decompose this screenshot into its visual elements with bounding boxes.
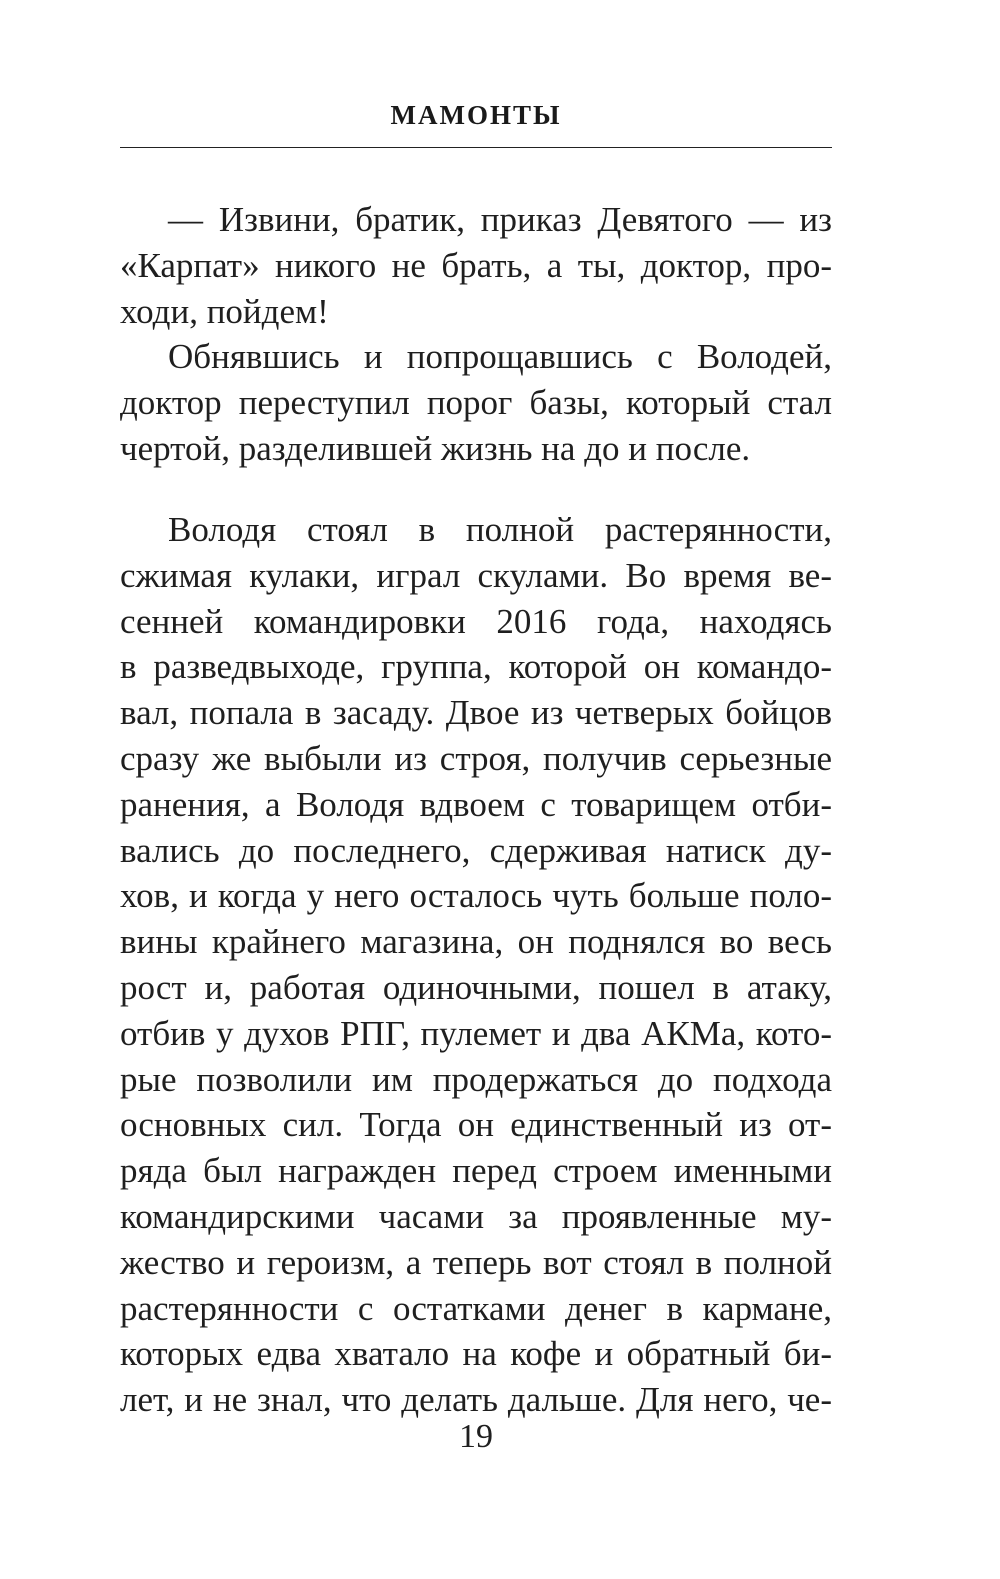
paragraph-3-line-6: сразу же выбыли из строя, получив серьезные <box>120 738 832 778</box>
paragraph-3-line-4: в разведвыходе, группа, которой он командо- <box>120 647 832 687</box>
paragraph-3-line-13: рые позволили им продержаться до подхода <box>120 1059 832 1099</box>
paragraph-3-line-19: которых едва хватало на кофе и обратный би- <box>120 1334 832 1374</box>
paragraph-3-line-3: сенней командировки 2016 года, находясь <box>120 601 832 641</box>
paragraph-3-line-5: вал, попала в засаду. Двое из четверых бойцов <box>120 693 832 733</box>
paragraph-3-line-1: Володя стоял в полной растерянности, <box>168 510 832 549</box>
text-block-top <box>120 197 832 472</box>
paragraph-3-line-14: основных сил. Тогда он единственный из от- <box>120 1105 832 1145</box>
paragraph-1-line-3: ходи, пойдем! <box>120 291 329 331</box>
paragraph-3-line-2: сжимая кулаки, играл скулами. Во время ве- <box>120 555 832 595</box>
paragraph-2-line-3: чертой, разделившей жизнь на до и после. <box>120 428 751 468</box>
paragraph-3-line-18: растерянности с остатками денег в кармане, <box>120 1288 832 1328</box>
paragraph-3-line-16: командирскими часами за проявленные му- <box>120 1196 832 1236</box>
paragraph-3-line-7: ранения, а Володя вдвоем с товарищем отби- <box>120 784 832 824</box>
paragraph-2-line-1: Обнявшись и попрощавшись с Володей, <box>168 337 832 377</box>
paragraph-3-line-10: вины крайнего магазина, он поднялся во весь <box>120 922 832 962</box>
paragraph-3-line-17: жество и героизм, а теперь вот стоял в полной <box>120 1242 832 1282</box>
paragraph-3-line-11: рост и, работая одиночными, пошел в атаку, <box>120 967 832 1007</box>
paragraph-1-line-2: «Карпат» никого не брать, а ты, доктор, про- <box>120 245 832 285</box>
text-block-main <box>120 507 832 1423</box>
page-number: 19 <box>459 1418 493 1455</box>
running-title: МАМОНТЫ <box>390 100 562 130</box>
paragraph-3-line-20: лет, и не знал, что делать дальше. Для него, че- <box>120 1380 832 1420</box>
paragraph-3-line-12: отбив у духов РПГ, пулемет и два АКМа, кото- <box>120 1013 832 1053</box>
paragraph-3-line-9: хов, и когда у него осталось чуть больше поло- <box>120 876 832 916</box>
paragraph-1-line-1: — Извини, братик, приказ Девятого — из <box>168 200 832 239</box>
paragraph-2-line-2: доктор переступил порог базы, который стал <box>120 383 832 423</box>
paragraph-3-line-8: вались до последнего, сдерживая натиск ду- <box>120 830 832 870</box>
paragraph-3-line-15: ряда был награжден перед строем именными <box>120 1151 832 1191</box>
header-rule <box>120 147 832 148</box>
